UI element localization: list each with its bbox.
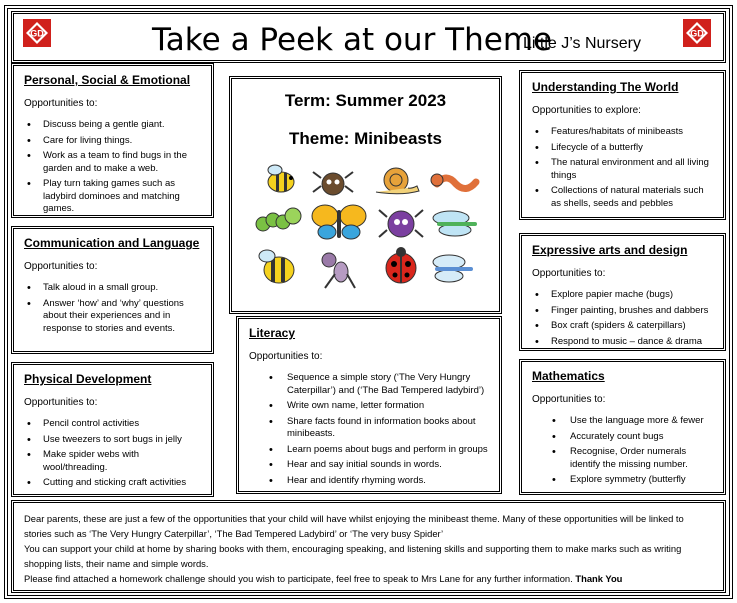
list-item: • Box craft (spiders & caterpillars) (532, 320, 713, 333)
expressive-arts-heading: Expressive arts and design (532, 243, 688, 257)
communication-box (11, 226, 214, 354)
list-item: • Answer ‘how’ and ‘why’ questions about their experiences and in response to stories and events. (24, 298, 201, 336)
list-item: • Work as a team to find bugs in the garden and to make a web. (24, 150, 201, 175)
list-item: • Respond to music – dance & drama (532, 336, 713, 349)
list-item: • Hear and identify rhyming words. (249, 475, 489, 488)
list-item: • Talk aloud in a small group. (24, 282, 201, 295)
expressive-arts-box (519, 233, 726, 351)
logo-text: GD (690, 28, 704, 39)
snail-icon (376, 168, 419, 194)
list-item: • Cutting and sticking craft activities (24, 477, 201, 490)
communication-heading: Communication and Language (24, 236, 200, 250)
list-item: • The natural environment and all living things (532, 157, 713, 182)
communication-intro: Opportunities to: (24, 261, 98, 272)
minibeasts-illustration (251, 162, 481, 297)
page-title: Take a Peek at our Theme (152, 22, 553, 58)
parents-note-paragraph: Dear parents, these are just a few of the opportunities that your child will have whilst enjoying the minibeast theme. Many of these opportunities will be linked to stories such as ‘The Very Hungry Caterpillar’, ‘The Bad Tempered Ladybird’ or ‘The very busy Spider’ (24, 513, 684, 539)
list-item: • Accurately count bugs (532, 431, 713, 444)
list-item: • Discuss being a gentle giant. (24, 119, 201, 132)
understanding-world-list (532, 126, 713, 210)
bee-icon (268, 165, 294, 192)
list-item: • Use the language more & fewer (532, 415, 713, 428)
list-item: • Lifecycle of a butterfly (532, 142, 713, 155)
list-item: • Hear and say initial sounds in words. (249, 459, 489, 472)
pse-intro: Opportunities to: (24, 98, 98, 109)
expressive-arts-intro: Opportunities to: (532, 268, 606, 279)
list-item: • Play turn taking games such as ladybird dominoes and matching games. (24, 178, 201, 216)
term-text: Term: Summer 2023 (284, 91, 447, 110)
mathematics-list (532, 415, 713, 487)
expressive-arts-list (532, 289, 713, 348)
theme-text: Theme: Minibeasts (288, 129, 443, 148)
physical-list (24, 418, 201, 490)
understanding-world-intro: Opportunities to explore: (532, 105, 641, 116)
parents-note-text: Please find attached a homework challenge should you wish to participate, feel free to speak to Mrs Lane for any further information. (24, 573, 573, 584)
pse-list (24, 119, 201, 216)
list-item: • Explore symmetry (butterfly (532, 474, 713, 487)
mathematics-box (519, 359, 726, 495)
list-item: • Make spider webs with wool/threading. (24, 449, 201, 474)
caterpillar-icon (256, 208, 301, 231)
butterfly-icon (312, 205, 366, 239)
literacy-box (236, 316, 502, 494)
dragonfly-icon (433, 211, 477, 236)
parents-note-paragraph: You can support your child at home by sharing books with them, encouraging speaking, and listening skills and supporting them to make marks such as writing shopping lists, their name and simple words. (24, 543, 682, 569)
spider-icon (313, 172, 353, 195)
theme-panel (229, 76, 502, 314)
list-item: • Recognise, Order numerals identify the missing number. (532, 446, 713, 471)
list-item: • Learn poems about bugs and perform in groups (249, 444, 489, 457)
nursery-logo-left (22, 18, 52, 48)
list-item: • Share facts found in information books about minibeasts. (249, 416, 489, 441)
understanding-world-box (519, 70, 726, 220)
thank-you-text: Thank You (575, 573, 623, 584)
list-item: • Care for living things. (24, 135, 201, 148)
list-item: • Features/habitats of minibeasts (532, 126, 713, 139)
list-item: • Sequence a simple story (‘The Very Hungry Caterpillar’) and (‘The Bad Tempered ladybird’) (249, 372, 489, 397)
bumblebee-icon (259, 250, 294, 283)
parents-note-paragraph (24, 571, 713, 586)
literacy-intro: Opportunities to: (249, 351, 323, 362)
logo-text: GD (30, 28, 44, 39)
communication-list (24, 282, 201, 335)
blue-dragonfly-icon (433, 255, 473, 282)
list-item: • Collections of natural materials such as shells, seeds and pebbles (532, 185, 713, 210)
ladybird-icon (386, 247, 416, 283)
literacy-heading: Literacy (249, 326, 296, 340)
list-item: • Explore papier mache (bugs) (532, 289, 713, 302)
mathematics-intro: Opportunities to: (532, 394, 606, 405)
nursery-name: Little J’s Nursery (523, 35, 641, 52)
understanding-world-heading: Understanding The World (532, 80, 679, 94)
parents-note (11, 500, 726, 593)
literacy-list (249, 372, 489, 487)
physical-heading: Physical Development (24, 372, 152, 386)
nursery-logo-right (682, 18, 712, 48)
list-item: • Use tweezers to sort bugs in jelly (24, 434, 201, 447)
pse-box (11, 63, 214, 218)
mathematics-heading: Mathematics (532, 369, 605, 383)
purple-spider-icon (379, 210, 423, 237)
physical-box (11, 362, 214, 497)
list-item: • Pencil control activities (24, 418, 201, 431)
worm-icon (431, 174, 476, 189)
pse-heading: Personal, Social & Emotional (24, 73, 191, 87)
ant-icon (322, 253, 355, 288)
list-item: • Finger painting, brushes and dabbers (532, 305, 713, 318)
physical-intro: Opportunities to: (24, 397, 98, 408)
list-item: • Write own name, letter formation (249, 400, 489, 413)
